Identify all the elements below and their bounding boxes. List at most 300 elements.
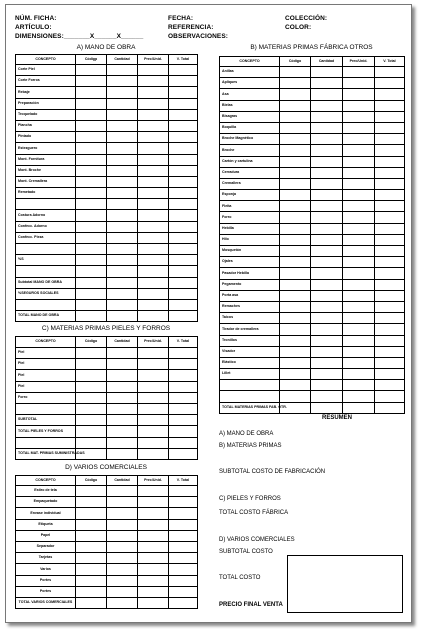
input-cell[interactable] <box>107 188 138 199</box>
input-cell[interactable] <box>311 346 343 357</box>
input-cell[interactable] <box>76 541 107 552</box>
input-cell[interactable] <box>138 359 169 370</box>
input-cell[interactable] <box>169 199 198 210</box>
input-cell[interactable] <box>107 87 138 98</box>
input-cell[interactable] <box>138 553 169 564</box>
input-cell[interactable] <box>280 134 311 145</box>
input-cell[interactable] <box>107 65 138 76</box>
input-cell[interactable] <box>375 357 405 368</box>
input-cell[interactable] <box>138 586 169 597</box>
input-cell[interactable] <box>138 288 169 299</box>
input-cell[interactable] <box>375 279 405 290</box>
input-cell[interactable] <box>138 221 169 232</box>
input-cell[interactable] <box>311 369 343 380</box>
input-cell[interactable] <box>169 597 198 608</box>
input-cell[interactable] <box>343 223 375 234</box>
input-cell[interactable] <box>76 299 107 310</box>
input-cell[interactable] <box>343 78 375 89</box>
input-cell[interactable] <box>138 244 169 255</box>
input-cell[interactable] <box>107 221 138 232</box>
input-cell[interactable] <box>107 564 138 575</box>
input-cell[interactable] <box>343 100 375 111</box>
input-cell[interactable] <box>76 109 107 120</box>
input-cell[interactable] <box>138 176 169 187</box>
input-cell[interactable] <box>76 98 107 109</box>
input-cell[interactable] <box>107 76 138 87</box>
input-cell[interactable] <box>169 497 198 508</box>
input-cell[interactable] <box>76 266 107 277</box>
input-cell[interactable] <box>343 201 375 212</box>
input-cell[interactable] <box>76 143 107 154</box>
input-cell[interactable] <box>76 575 107 586</box>
input-cell[interactable] <box>169 403 198 414</box>
input-cell[interactable] <box>169 65 198 76</box>
input-cell[interactable] <box>138 370 169 381</box>
input-cell[interactable] <box>311 279 343 290</box>
input-cell[interactable] <box>375 380 405 391</box>
input-cell[interactable] <box>280 223 311 234</box>
input-cell[interactable] <box>138 519 169 530</box>
input-cell[interactable] <box>76 415 107 426</box>
input-cell[interactable] <box>375 190 405 201</box>
input-cell[interactable] <box>76 277 107 288</box>
input-cell[interactable] <box>280 279 311 290</box>
input-cell[interactable] <box>375 134 405 145</box>
input-cell[interactable] <box>169 87 198 98</box>
input-cell[interactable] <box>169 486 198 497</box>
input-cell[interactable] <box>280 324 311 335</box>
input-cell[interactable] <box>280 111 311 122</box>
input-cell[interactable] <box>169 437 198 448</box>
input-cell[interactable] <box>138 448 169 459</box>
input-cell[interactable] <box>169 120 198 131</box>
input-cell[interactable] <box>375 402 405 413</box>
input-cell[interactable] <box>311 324 343 335</box>
input-cell[interactable] <box>138 426 169 437</box>
input-cell[interactable] <box>138 65 169 76</box>
input-cell[interactable] <box>280 67 311 78</box>
input-cell[interactable] <box>76 564 107 575</box>
input-cell[interactable] <box>169 143 198 154</box>
input-cell[interactable] <box>343 122 375 133</box>
input-cell[interactable] <box>280 290 311 301</box>
input-cell[interactable] <box>311 190 343 201</box>
input-cell[interactable] <box>76 403 107 414</box>
input-cell[interactable] <box>311 178 343 189</box>
input-cell[interactable] <box>138 348 169 359</box>
input-cell[interactable] <box>280 357 311 368</box>
input-cell[interactable] <box>107 165 138 176</box>
input-cell[interactable] <box>76 497 107 508</box>
input-cell[interactable] <box>76 76 107 87</box>
input-cell[interactable] <box>280 391 311 402</box>
input-cell[interactable] <box>107 255 138 266</box>
input-cell[interactable] <box>169 392 198 403</box>
input-cell[interactable] <box>311 78 343 89</box>
input-cell[interactable] <box>138 132 169 143</box>
input-cell[interactable] <box>107 508 138 519</box>
input-cell[interactable] <box>280 257 311 268</box>
input-cell[interactable] <box>169 255 198 266</box>
input-cell[interactable] <box>375 145 405 156</box>
input-cell[interactable] <box>107 403 138 414</box>
input-cell[interactable] <box>169 277 198 288</box>
input-cell[interactable] <box>107 575 138 586</box>
input-cell[interactable] <box>280 122 311 133</box>
input-cell[interactable] <box>169 415 198 426</box>
input-cell[interactable] <box>311 335 343 346</box>
input-cell[interactable] <box>280 313 311 324</box>
input-cell[interactable] <box>343 391 375 402</box>
input-cell[interactable] <box>107 266 138 277</box>
input-cell[interactable] <box>107 437 138 448</box>
input-cell[interactable] <box>375 78 405 89</box>
input-cell[interactable] <box>107 370 138 381</box>
input-cell[interactable] <box>280 369 311 380</box>
input-cell[interactable] <box>76 311 107 322</box>
input-cell[interactable] <box>138 165 169 176</box>
input-cell[interactable] <box>138 87 169 98</box>
input-cell[interactable] <box>375 346 405 357</box>
input-cell[interactable] <box>76 87 107 98</box>
input-cell[interactable] <box>280 212 311 223</box>
input-cell[interactable] <box>343 268 375 279</box>
input-cell[interactable] <box>343 156 375 167</box>
input-cell[interactable] <box>169 299 198 310</box>
input-cell[interactable] <box>76 165 107 176</box>
input-cell[interactable] <box>76 176 107 187</box>
input-cell[interactable] <box>169 586 198 597</box>
input-cell[interactable] <box>343 324 375 335</box>
input-cell[interactable] <box>169 448 198 459</box>
input-cell[interactable] <box>375 223 405 234</box>
input-cell[interactable] <box>169 541 198 552</box>
input-cell[interactable] <box>76 370 107 381</box>
input-cell[interactable] <box>107 176 138 187</box>
input-cell[interactable] <box>280 246 311 257</box>
input-cell[interactable] <box>375 67 405 78</box>
input-cell[interactable] <box>343 380 375 391</box>
input-cell[interactable] <box>107 232 138 243</box>
input-cell[interactable] <box>107 519 138 530</box>
input-cell[interactable] <box>138 508 169 519</box>
input-cell[interactable] <box>107 132 138 143</box>
input-cell[interactable] <box>311 234 343 245</box>
input-cell[interactable] <box>76 210 107 221</box>
input-cell[interactable] <box>169 188 198 199</box>
input-cell[interactable] <box>138 497 169 508</box>
input-cell[interactable] <box>138 530 169 541</box>
input-cell[interactable] <box>311 201 343 212</box>
input-cell[interactable] <box>76 199 107 210</box>
input-cell[interactable] <box>343 369 375 380</box>
input-cell[interactable] <box>169 154 198 165</box>
input-cell[interactable] <box>169 508 198 519</box>
input-cell[interactable] <box>343 190 375 201</box>
input-cell[interactable] <box>375 335 405 346</box>
input-cell[interactable] <box>311 156 343 167</box>
input-cell[interactable] <box>76 348 107 359</box>
input-cell[interactable] <box>138 199 169 210</box>
input-cell[interactable] <box>169 76 198 87</box>
input-cell[interactable] <box>343 234 375 245</box>
input-cell[interactable] <box>107 143 138 154</box>
input-cell[interactable] <box>138 232 169 243</box>
input-cell[interactable] <box>280 335 311 346</box>
input-cell[interactable] <box>311 167 343 178</box>
input-cell[interactable] <box>76 486 107 497</box>
input-cell[interactable] <box>169 244 198 255</box>
input-cell[interactable] <box>138 188 169 199</box>
input-cell[interactable] <box>169 221 198 232</box>
input-cell[interactable] <box>107 277 138 288</box>
input-cell[interactable] <box>280 178 311 189</box>
input-cell[interactable] <box>311 391 343 402</box>
input-cell[interactable] <box>311 100 343 111</box>
input-cell[interactable] <box>107 359 138 370</box>
input-cell[interactable] <box>343 89 375 100</box>
input-cell[interactable] <box>107 448 138 459</box>
input-cell[interactable] <box>311 402 343 413</box>
input-cell[interactable] <box>375 167 405 178</box>
input-cell[interactable] <box>107 426 138 437</box>
input-cell[interactable] <box>343 67 375 78</box>
input-cell[interactable] <box>375 290 405 301</box>
input-cell[interactable] <box>343 246 375 257</box>
input-cell[interactable] <box>343 134 375 145</box>
input-cell[interactable] <box>138 403 169 414</box>
input-cell[interactable] <box>76 437 107 448</box>
input-cell[interactable] <box>311 357 343 368</box>
input-cell[interactable] <box>280 89 311 100</box>
input-cell[interactable] <box>169 210 198 221</box>
resumen-b: B) MATERIAS PRIMAS <box>219 443 282 449</box>
input-cell[interactable] <box>280 201 311 212</box>
input-cell[interactable] <box>76 154 107 165</box>
input-cell[interactable] <box>138 541 169 552</box>
input-cell[interactable] <box>138 299 169 310</box>
input-cell[interactable] <box>107 486 138 497</box>
input-cell[interactable] <box>169 109 198 120</box>
input-cell[interactable] <box>343 290 375 301</box>
input-cell[interactable] <box>169 132 198 143</box>
input-cell[interactable] <box>311 122 343 133</box>
input-cell[interactable] <box>311 223 343 234</box>
input-cell[interactable] <box>375 369 405 380</box>
input-cell[interactable] <box>169 530 198 541</box>
input-cell[interactable] <box>169 232 198 243</box>
input-cell[interactable] <box>138 597 169 608</box>
input-cell[interactable] <box>343 402 375 413</box>
input-cell[interactable] <box>107 98 138 109</box>
input-cell[interactable] <box>169 519 198 530</box>
input-cell[interactable] <box>76 244 107 255</box>
input-cell[interactable] <box>138 415 169 426</box>
input-cell[interactable] <box>311 111 343 122</box>
input-cell[interactable] <box>169 381 198 392</box>
input-cell[interactable] <box>107 541 138 552</box>
input-cell[interactable] <box>138 311 169 322</box>
input-cell[interactable] <box>169 288 198 299</box>
input-cell[interactable] <box>138 277 169 288</box>
input-cell[interactable] <box>169 266 198 277</box>
input-cell[interactable] <box>375 100 405 111</box>
input-cell[interactable] <box>311 246 343 257</box>
input-cell[interactable] <box>76 188 107 199</box>
input-cell[interactable] <box>343 178 375 189</box>
input-cell[interactable] <box>169 98 198 109</box>
input-cell[interactable] <box>311 268 343 279</box>
input-cell[interactable] <box>138 437 169 448</box>
input-cell[interactable] <box>375 178 405 189</box>
input-cell[interactable] <box>107 299 138 310</box>
row-concept: Cerradura <box>220 167 280 178</box>
input-cell[interactable] <box>76 132 107 143</box>
input-cell[interactable] <box>280 234 311 245</box>
input-cell[interactable] <box>280 190 311 201</box>
input-cell[interactable] <box>107 244 138 255</box>
input-cell[interactable] <box>375 156 405 167</box>
input-cell[interactable] <box>76 519 107 530</box>
input-cell[interactable] <box>138 392 169 403</box>
input-cell[interactable] <box>138 255 169 266</box>
input-cell[interactable] <box>375 246 405 257</box>
input-cell[interactable] <box>375 234 405 245</box>
input-cell[interactable] <box>280 380 311 391</box>
input-cell[interactable] <box>311 212 343 223</box>
input-cell[interactable] <box>375 212 405 223</box>
input-cell[interactable] <box>375 324 405 335</box>
input-cell[interactable] <box>107 497 138 508</box>
input-cell[interactable] <box>311 257 343 268</box>
input-cell[interactable] <box>280 301 311 312</box>
input-cell[interactable] <box>375 122 405 133</box>
input-cell[interactable] <box>280 145 311 156</box>
input-cell[interactable] <box>311 134 343 145</box>
input-cell[interactable] <box>343 335 375 346</box>
input-cell[interactable] <box>107 288 138 299</box>
input-cell[interactable] <box>280 100 311 111</box>
input-cell[interactable] <box>169 553 198 564</box>
input-cell[interactable] <box>107 381 138 392</box>
input-cell[interactable] <box>76 508 107 519</box>
input-cell[interactable] <box>343 257 375 268</box>
input-cell[interactable] <box>76 120 107 131</box>
input-cell[interactable] <box>76 221 107 232</box>
input-cell[interactable] <box>76 288 107 299</box>
input-cell[interactable] <box>76 586 107 597</box>
input-cell[interactable] <box>107 415 138 426</box>
input-cell[interactable] <box>107 597 138 608</box>
input-cell[interactable] <box>76 359 107 370</box>
input-cell[interactable] <box>107 210 138 221</box>
input-cell[interactable] <box>107 120 138 131</box>
input-cell[interactable] <box>343 313 375 324</box>
input-cell[interactable] <box>280 156 311 167</box>
input-cell[interactable] <box>375 391 405 402</box>
input-cell[interactable] <box>280 346 311 357</box>
input-cell[interactable] <box>169 176 198 187</box>
input-cell[interactable] <box>169 370 198 381</box>
input-cell[interactable] <box>280 78 311 89</box>
input-cell[interactable] <box>138 109 169 120</box>
input-cell[interactable] <box>107 154 138 165</box>
input-cell[interactable] <box>138 575 169 586</box>
input-cell[interactable] <box>343 111 375 122</box>
input-cell[interactable] <box>107 392 138 403</box>
input-cell[interactable] <box>343 167 375 178</box>
input-cell[interactable] <box>76 65 107 76</box>
input-cell[interactable] <box>76 530 107 541</box>
input-cell[interactable] <box>280 268 311 279</box>
input-cell[interactable] <box>375 301 405 312</box>
input-cell[interactable] <box>138 120 169 131</box>
input-cell[interactable] <box>375 89 405 100</box>
input-cell[interactable] <box>311 67 343 78</box>
input-cell[interactable] <box>76 381 107 392</box>
input-cell[interactable] <box>311 145 343 156</box>
input-cell[interactable] <box>343 346 375 357</box>
input-cell[interactable] <box>375 268 405 279</box>
input-cell[interactable] <box>375 257 405 268</box>
input-cell[interactable] <box>138 210 169 221</box>
input-cell[interactable] <box>138 76 169 87</box>
input-cell[interactable] <box>107 348 138 359</box>
input-cell[interactable] <box>280 167 311 178</box>
input-cell[interactable] <box>76 426 107 437</box>
input-cell[interactable] <box>107 199 138 210</box>
input-cell[interactable] <box>138 154 169 165</box>
input-cell[interactable] <box>76 553 107 564</box>
input-cell[interactable] <box>138 266 169 277</box>
input-cell[interactable] <box>169 311 198 322</box>
input-cell[interactable] <box>138 143 169 154</box>
input-cell[interactable] <box>311 301 343 312</box>
input-cell[interactable] <box>107 311 138 322</box>
input-cell[interactable] <box>169 359 198 370</box>
input-cell[interactable] <box>138 381 169 392</box>
input-cell[interactable] <box>169 575 198 586</box>
input-cell[interactable] <box>76 392 107 403</box>
input-cell[interactable] <box>76 597 107 608</box>
input-cell[interactable] <box>76 255 107 266</box>
input-cell[interactable] <box>343 145 375 156</box>
input-cell[interactable] <box>138 564 169 575</box>
input-cell[interactable] <box>169 426 198 437</box>
input-cell[interactable] <box>375 111 405 122</box>
input-cell[interactable] <box>343 357 375 368</box>
input-cell[interactable] <box>343 301 375 312</box>
input-cell[interactable] <box>343 212 375 223</box>
input-cell[interactable] <box>169 564 198 575</box>
input-cell[interactable] <box>107 586 138 597</box>
input-cell[interactable] <box>169 165 198 176</box>
input-cell[interactable] <box>311 89 343 100</box>
input-cell[interactable] <box>138 486 169 497</box>
input-cell[interactable] <box>311 380 343 391</box>
input-cell[interactable] <box>311 290 343 301</box>
input-cell[interactable] <box>169 348 198 359</box>
input-cell[interactable] <box>375 201 405 212</box>
input-cell[interactable] <box>375 313 405 324</box>
input-cell[interactable] <box>138 98 169 109</box>
input-cell[interactable] <box>107 553 138 564</box>
input-cell[interactable] <box>107 109 138 120</box>
input-cell[interactable] <box>311 313 343 324</box>
input-cell[interactable] <box>76 232 107 243</box>
input-cell[interactable] <box>343 279 375 290</box>
input-cell[interactable] <box>107 530 138 541</box>
